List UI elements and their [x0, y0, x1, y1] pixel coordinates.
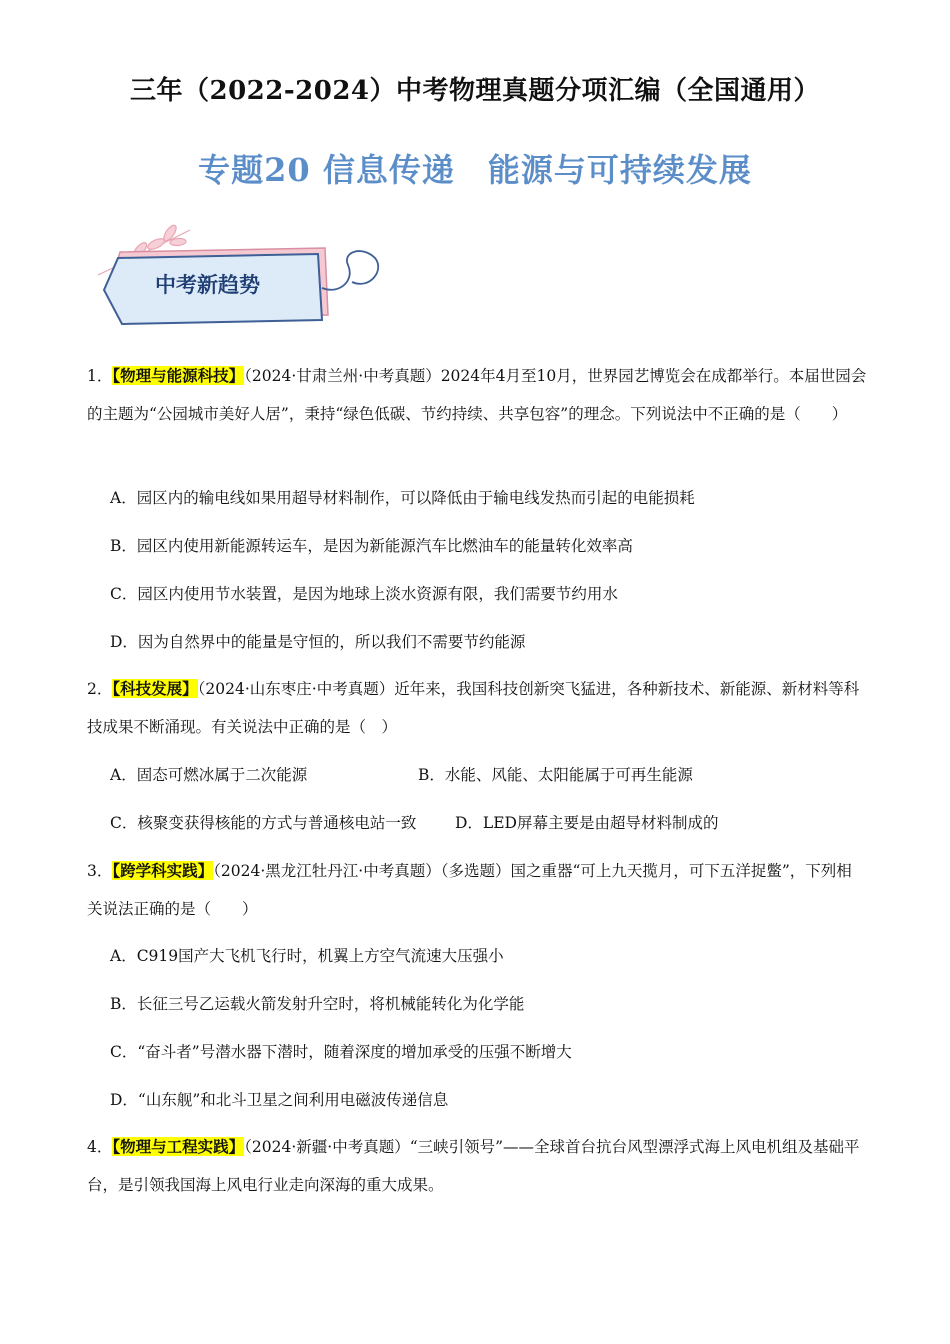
option-c: C．“奋斗者”号潜水器下潜时，随着深度的增加承受的压强不断增大 [110, 1043, 572, 1061]
option-a: A．C919国产大飞机飞行时，机翼上方空气流速大压强小 [110, 947, 504, 965]
question-2 [87, 670, 867, 746]
section-badge-label: 中考新趋势 [155, 273, 260, 297]
option-b: B．长征三号乙运载火箭发射升空时，将机械能转化为化学能 [110, 995, 525, 1013]
question-tag: 【物理与工程实践】 [112, 1137, 245, 1156]
option-c: C．园区内使用节水装置，是因为地球上淡水资源有限，我们需要节约用水 [110, 585, 618, 603]
option-b: B．园区内使用新能源转运车，是因为新能源汽车比燃油车的能量转化效率高 [110, 537, 633, 555]
page-title: 三年（2022-2024）中考物理真题分项汇编（全国通用） [129, 76, 821, 106]
question-3 [87, 852, 867, 928]
topic-subtitle: 专题20 信息传递 能源与可持续发展 [198, 151, 752, 189]
option-d: D．因为自然界中的能量是守恒的，所以我们不需要节约能源 [110, 633, 526, 651]
question-stem: （2024·山东枣庄·中考真题）近年来，我国科技创新突飞猛进，各种新技术、新能源、新材料等科技成果不断涌现。有关说法中正确的是（ ） [87, 680, 860, 736]
option-d: D．LED屏幕主要是由超导材料制成的 [455, 814, 719, 832]
option-a: A．园区内的输电线如果用超导材料制作，可以降低由于输电线发热而引起的电能损耗 [110, 489, 695, 507]
option-b: B．水能、风能、太阳能属于可再生能源 [418, 766, 693, 784]
question-stem: （2024·黑龙江牡丹江·中考真题）（多选题）国之重器“可上九天揽月，可下五洋捉鳖”，下列相关说法正确的是（ ） [87, 862, 852, 918]
option-c: C．核聚变获得核能的方式与普通核电站一致 [110, 814, 417, 832]
question-1 [87, 357, 867, 433]
question-number: 4． [87, 1138, 113, 1156]
question-number: 3． [87, 862, 113, 880]
question-4 [87, 1128, 867, 1204]
option-d: D．“山东舰”和北斗卫星之间利用电磁波传递信息 [110, 1091, 449, 1109]
question-stem: （2024·新疆·中考真题）“三峡引领号”——全球首台抗台风型漂浮式海上风电机组及基础平台，是引领我国海上风电行业走向深海的重大成果。 [87, 1138, 860, 1194]
question-stem: （2024·甘肃兰州·中考真题）2024年4月至10月，世界园艺博览会在成都举行。本届世园会的主题为“公园城市美好人居”，秉持“绿色低碳、节约持续、共享包容”的理念。下列说法中不正确的是（ ） [87, 367, 867, 423]
question-tag: 【科技发展】 [112, 679, 198, 698]
question-tag: 【物理与能源科技】 [112, 366, 245, 385]
option-a: A．固态可燃冰属于二次能源 [110, 766, 308, 784]
question-tag: 【跨学科实践】 [112, 861, 214, 880]
question-number: 2． [87, 680, 113, 698]
question-number: 1． [87, 367, 113, 385]
